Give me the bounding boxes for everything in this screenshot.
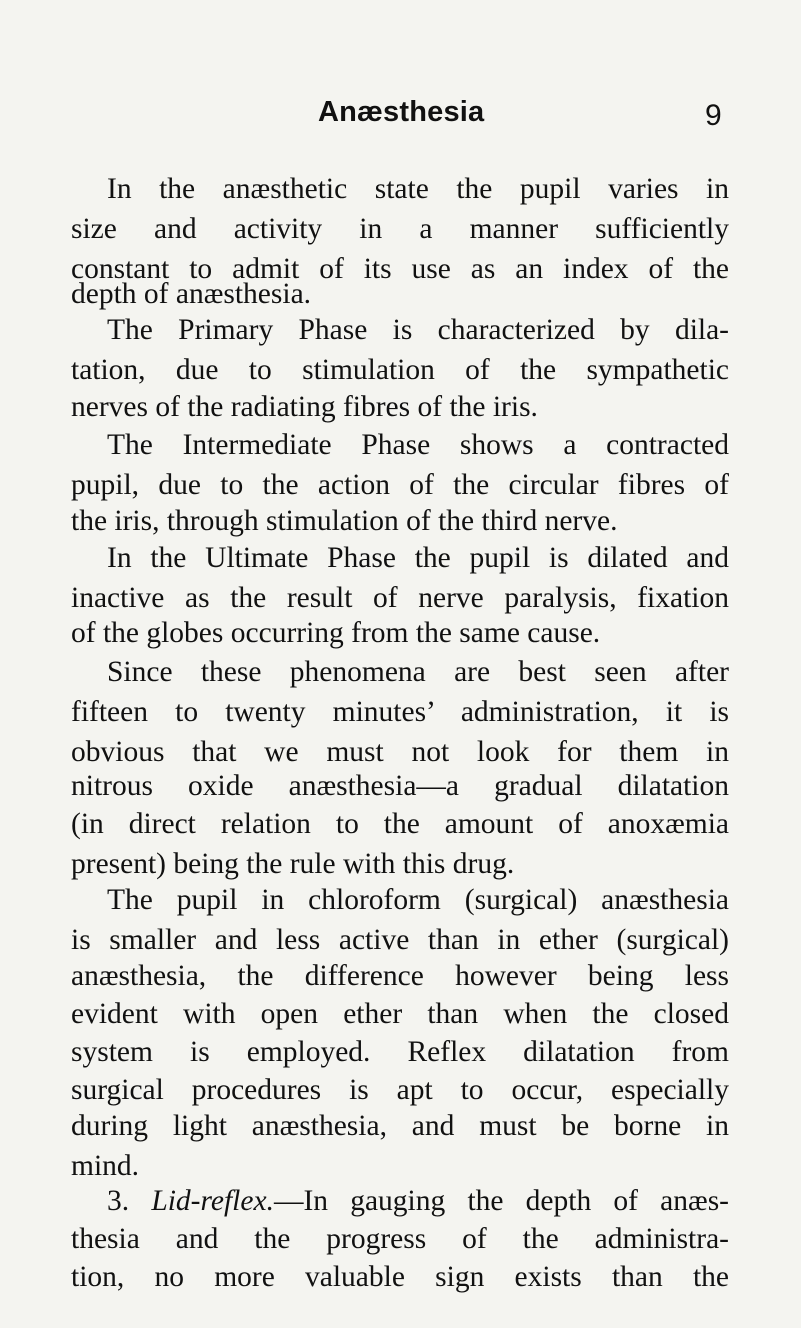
paragraph-line: size and activity in a manner sufficiently	[71, 213, 729, 245]
running-header-title: Anæsthesia	[318, 96, 485, 128]
paragraph-line: obvious that we must not look for them in	[71, 736, 729, 768]
paragraph-line: anæsthesia, the difference however being less	[71, 960, 729, 992]
paragraph-line: the iris, through stimulation of the third nerve.	[71, 505, 618, 537]
paragraph-line: In the Ultimate Phase the pupil is dilated and	[107, 542, 729, 574]
section-heading-line	[107, 1181, 729, 1221]
paragraph-line: tation, due to stimulation of the sympathetic	[71, 354, 729, 386]
paragraph-line: present) being the rule with this drug.	[71, 848, 515, 880]
paragraph-line: of the globes occurring from the same cause.	[71, 617, 601, 649]
section-lead-text: —In gauging the depth of anæs-	[273, 1185, 730, 1217]
page-number: 9	[705, 99, 722, 132]
paragraph-line: The Primary Phase is characterized by dila-	[107, 314, 729, 346]
paragraph-line: fifteen to twenty minutes’ administration, it is	[71, 696, 729, 728]
paragraph-line: is smaller and less active than in ether (surgical)	[71, 924, 729, 956]
paragraph-line: nitrous oxide anæsthesia—a gradual dilatation	[71, 770, 729, 802]
paragraph-line: nerves of the radiating fibres of the iris.	[71, 391, 538, 423]
paragraph-line: system is employed. Reflex dilatation from	[71, 1036, 729, 1068]
paragraph-line: (in direct relation to the amount of anoxæmia	[71, 808, 729, 840]
paragraph-line: mind.	[71, 1150, 140, 1182]
paragraph-line: depth of anæsthesia.	[71, 278, 312, 310]
paragraph-line: evident with open ether than when the closed	[71, 998, 729, 1030]
paragraph-line: thesia and the progress of the administra-	[71, 1223, 729, 1255]
paragraph-line: In the anæsthetic state the pupil varies in	[107, 173, 729, 205]
section-heading: Lid-reflex.	[151, 1185, 274, 1217]
section-number: 3.	[107, 1185, 130, 1217]
paragraph-line: pupil, due to the action of the circular fibres of	[71, 469, 729, 501]
paragraph-line: The Intermediate Phase shows a contracted	[107, 429, 729, 461]
paragraph-line: The pupil in chloroform (surgical) anæsthesia	[107, 884, 729, 916]
paragraph-line: inactive as the result of nerve paralysis, fixation	[71, 582, 729, 614]
paragraph-line: surgical procedures is apt to occur, especially	[71, 1074, 729, 1106]
paragraph-line: tion, no more valuable sign exists than the	[71, 1261, 729, 1293]
paragraph-line: Since these phenomena are best seen after	[107, 656, 729, 688]
paragraph-line: during light anæsthesia, and must be borne in	[71, 1110, 729, 1142]
paragraph-line: constant to admit of its use as an index of the	[71, 253, 729, 285]
